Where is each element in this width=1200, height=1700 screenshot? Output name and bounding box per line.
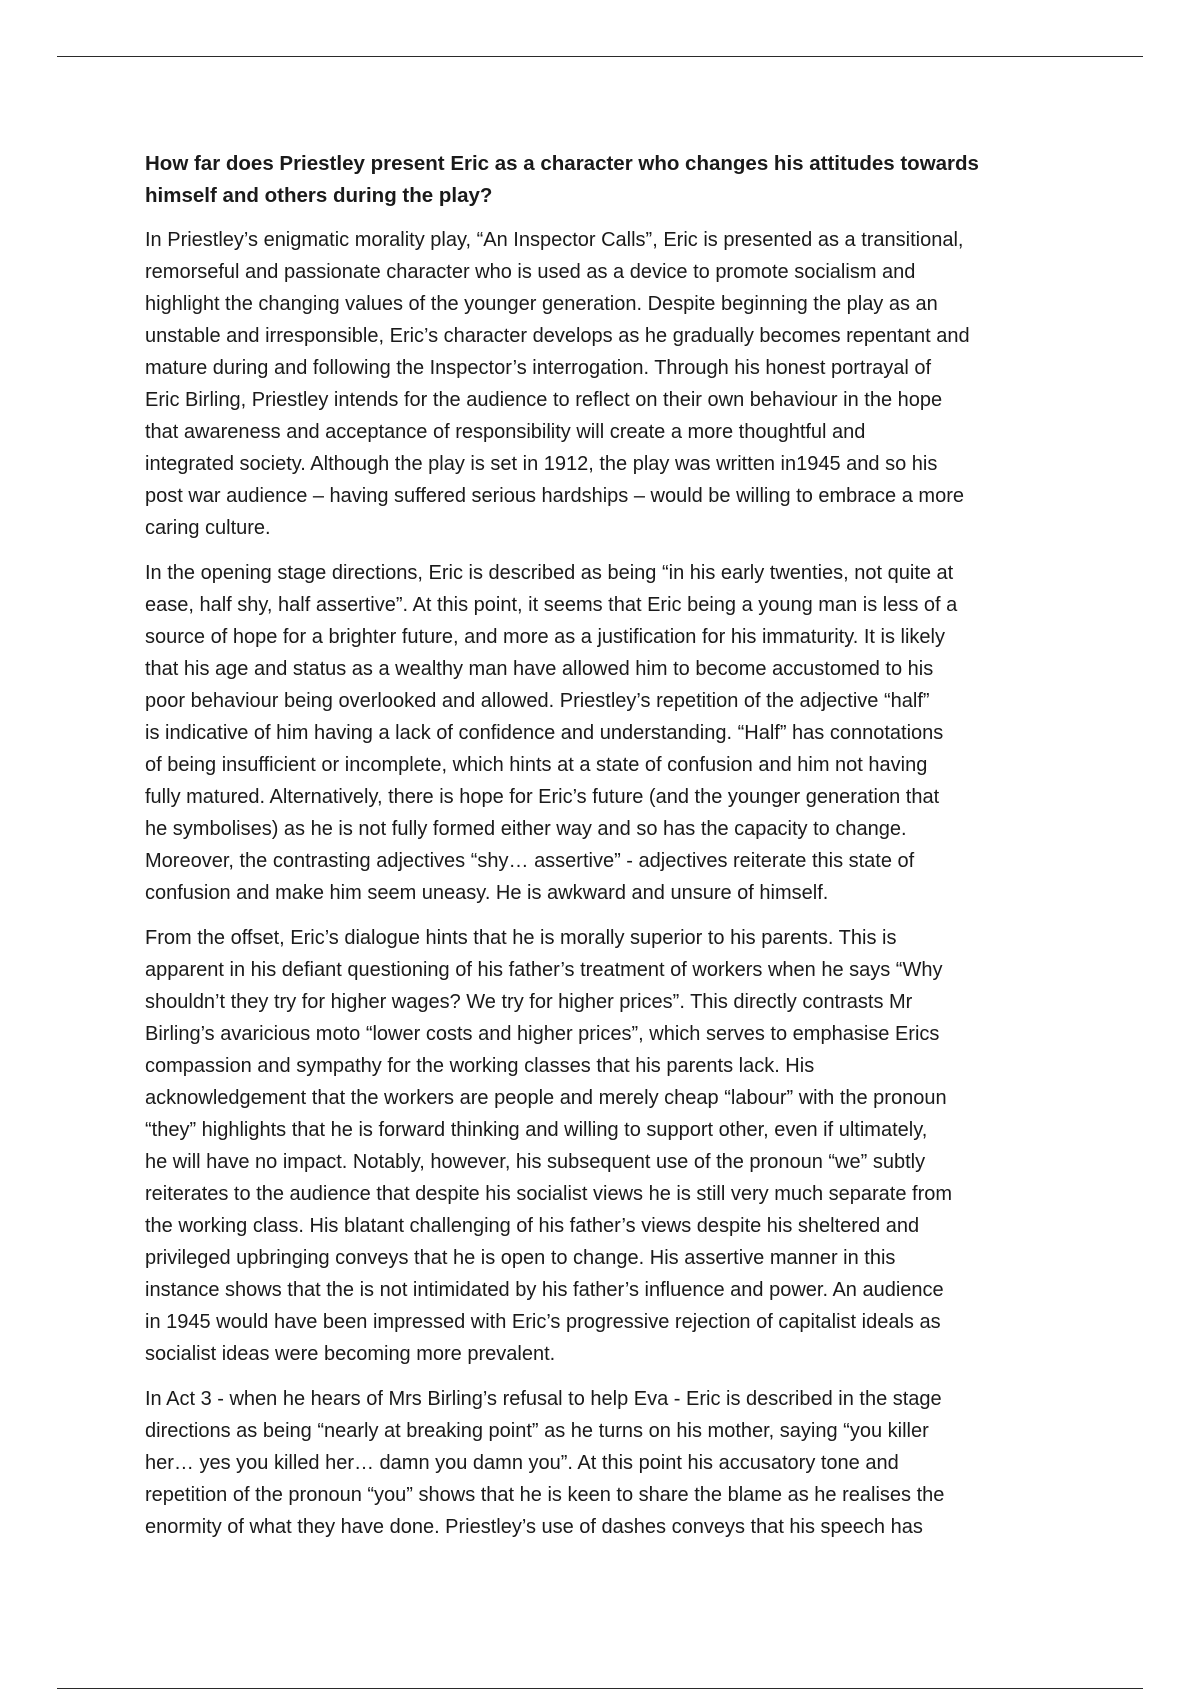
paragraph-line: mature during and following the Inspector’s interrogation. Through his honest portrayal of (145, 357, 932, 379)
paragraph-line: poor behaviour being overlooked and allowed. Priestley’s repetition of the adjective “half” (145, 690, 930, 712)
paragraph-line: apparent in his defiant questioning of his father’s treatment of workers when he says “Why (145, 959, 943, 981)
paragraph-line: Moreover, the contrasting adjectives “shy… assertive” - adjectives reiterate this state of (145, 850, 915, 872)
paragraph-line: of being insufficient or incomplete, which hints at a state of confusion and him not having (145, 754, 928, 776)
paragraph-line: acknowledgement that the workers are people and merely cheap “labour” with the pronoun (145, 1087, 947, 1109)
paragraph-line: “they” highlights that he is forward thinking and willing to support other, even if ultimately, (145, 1119, 928, 1141)
paragraph-line: source of hope for a brighter future, and more as a justification for his immaturity. It is likely (145, 626, 945, 648)
paragraph-line: he will have no impact. Notably, however, his subsequent use of the pronoun “we” subtly (145, 1151, 926, 1173)
document-body (145, 148, 1070, 1556)
paragraph-line: enormity of what they have done. Priestley’s use of dashes conveys that his speech has (145, 1516, 923, 1538)
paragraph-line: ease, half shy, half assertive”. At this point, it seems that Eric being a young man is less of a (145, 594, 958, 616)
paragraph-line: From the offset, Eric’s dialogue hints that he is morally superior to his parents. This is (145, 927, 897, 949)
paragraph-line: that awareness and acceptance of responsibility will create a more thoughtful and (145, 421, 866, 443)
paragraph-line: In Act 3 - when he hears of Mrs Birling’s refusal to help Eva - Eric is described in the stage (145, 1388, 942, 1410)
paragraph-line: socialist ideas were becoming more prevalent. (145, 1343, 556, 1365)
paragraph-line: that his age and status as a wealthy man have allowed him to become accustomed to his (145, 658, 934, 680)
paragraph-line: shouldn’t they try for higher wages? We try for higher prices”. This directly contrasts Mr (145, 991, 913, 1013)
title-line: How far does Priestley present Eric as a character who changes his attitudes towards (145, 152, 979, 175)
paragraph-line: fully matured. Alternatively, there is hope for Eric’s future (and the younger generation that (145, 786, 940, 808)
paragraph-line: compassion and sympathy for the working classes that his parents lack. His (145, 1055, 815, 1077)
paragraph-line: integrated society. Although the play is set in 1912, the play was written in1945 and so his (145, 453, 938, 475)
paragraph-line: privileged upbringing conveys that he is open to change. His assertive manner in this (145, 1247, 896, 1269)
paragraph-line: instance shows that the is not intimidated by his father’s influence and power. An audience (145, 1279, 944, 1301)
paragraph-line: highlight the changing values of the younger generation. Despite beginning the play as an (145, 293, 938, 315)
paragraph (145, 1383, 1070, 1543)
paragraph-line: in 1945 would have been impressed with Eric’s progressive rejection of capitalist ideals as (145, 1311, 941, 1333)
paragraph-line: directions as being “nearly at breaking point” as he turns on his mother, saying “you killer (145, 1420, 929, 1442)
paragraph-line: Eric Birling, Priestley intends for the audience to reflect on their own behaviour in the hope (145, 389, 943, 411)
paragraph-line: is indicative of him having a lack of confidence and understanding. “Half” has connotations (145, 722, 944, 744)
paragraph-line: her… yes you killed her… damn you damn you”. At this point his accusatory tone and (145, 1452, 899, 1474)
paragraph-line: In Priestley’s enigmatic morality play, “An Inspector Calls”, Eric is presented as a transitional, (145, 229, 964, 251)
paragraph-line: repetition of the pronoun “you” shows that he is keen to share the blame as he realises the (145, 1484, 945, 1506)
paragraph-line: confusion and make him seem uneasy. He is awkward and unsure of himself. (145, 882, 829, 904)
paragraph-line: Birling’s avaricious moto “lower costs and higher prices”, which serves to emphasise Erics (145, 1023, 940, 1045)
top-rule (57, 56, 1143, 57)
bottom-rule (57, 1688, 1143, 1689)
paragraph-list (145, 224, 1070, 1543)
paragraph-line: post war audience – having suffered serious hardships – would be willing to embrace a more (145, 485, 964, 507)
paragraph-line: reiterates to the audience that despite his socialist views he is still very much separate from (145, 1183, 953, 1205)
paragraph (145, 922, 1070, 1370)
paragraph-line: the working class. His blatant challenging of his father’s views despite his sheltered and (145, 1215, 920, 1237)
paragraph (145, 224, 1070, 544)
paragraph-line: remorseful and passionate character who is used as a device to promote socialism and (145, 261, 916, 283)
paragraph-line: he symbolises) as he is not fully formed either way and so has the capacity to change. (145, 818, 907, 840)
essay-title (145, 148, 1070, 212)
paragraph (145, 557, 1070, 909)
paragraph-line: In the opening stage directions, Eric is described as being “in his early twenties, not quite at (145, 562, 954, 584)
paragraph-line: unstable and irresponsible, Eric’s character develops as he gradually becomes repentant and (145, 325, 970, 347)
title-line: himself and others during the play? (145, 184, 493, 207)
paragraph-line: caring culture. (145, 517, 271, 539)
